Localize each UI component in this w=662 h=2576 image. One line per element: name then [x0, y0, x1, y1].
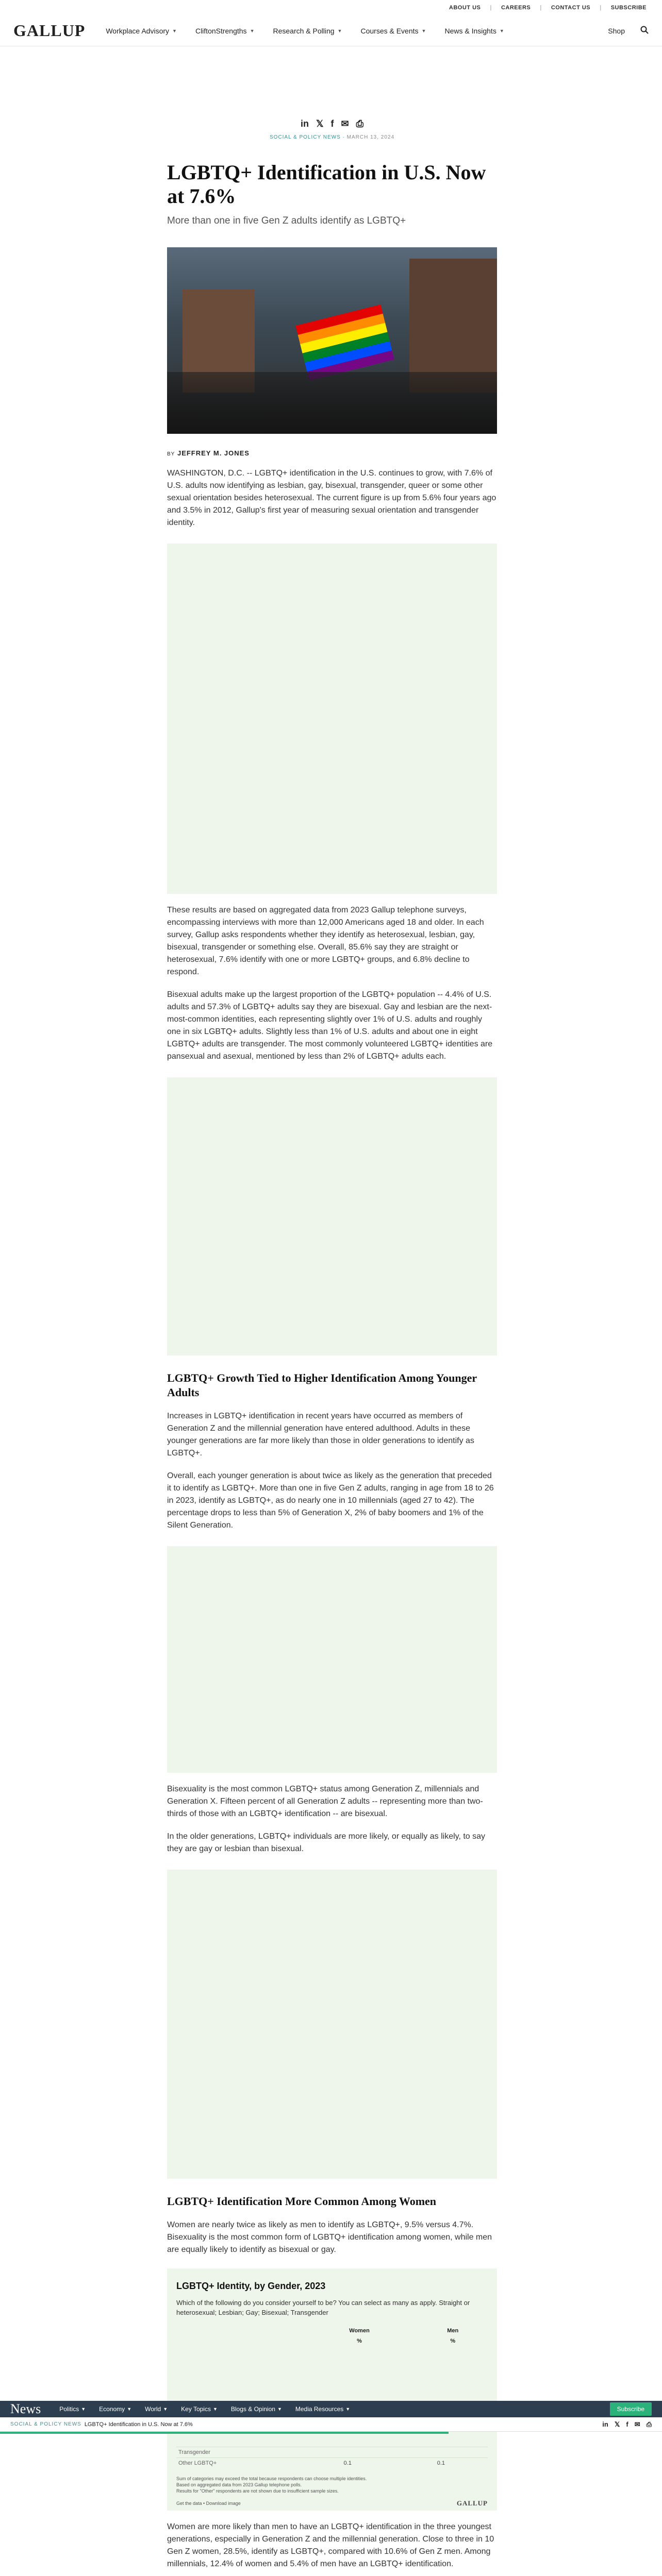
- facebook-icon[interactable]: f: [330, 118, 334, 129]
- news-section-bar: [0, 2401, 662, 2417]
- about-link[interactable]: ABOUT US: [449, 5, 481, 11]
- news-nav-economy[interactable]: [99, 2405, 131, 2413]
- table-row: [176, 2447, 488, 2458]
- table-bottom: [176, 2438, 488, 2507]
- table-cell: 0.1: [394, 2458, 488, 2469]
- table-unit-row: [176, 2336, 488, 2346]
- nav-item-research[interactable]: [273, 27, 342, 35]
- paragraph: Bisexual adults make up the largest proportion of the LGBTQ+ population -- 4.4% of U.S. adults and 57.3% of LGBTQ+ adults say they are bisexual. Gay and lesbian are the next-most-common identities, each representing slightly over 1% of U.S. adults and roughly one in six LGBTQ+ adults. Slightly less than 1% of U.S. adults and about one in eight LGBTQ+ adults are transgender. The most commonly volunteered LGBTQ+ identities are pansexual and asexual, mentioned by less than 2% of LGBTQ+ adults each.: [167, 990, 493, 1061]
- table-title: LGBTQ+ Identity, by Gender, 2023: [176, 2281, 326, 2291]
- chevron-down-icon: ▼: [421, 28, 426, 33]
- note-line: Sum of categories may exceed the total because respondents can choose multiple identities.: [176, 2476, 367, 2481]
- chevron-down-icon: ▼: [250, 28, 255, 33]
- header-cell: Men: [447, 2328, 459, 2334]
- gender-table-card: [167, 2268, 497, 2511]
- linkedin-icon[interactable]: in: [602, 2420, 608, 2428]
- table-header-row: [176, 2326, 488, 2336]
- paragraph: In the older generations, LGBTQ+ individuals are more likely, or equally as likely, to say they are gay or lesbian than bisexual.: [167, 1832, 486, 1853]
- nav-menu: [106, 27, 608, 35]
- paragraph: Bisexuality is the most common LGBTQ+ status among Generation Z, millennials and Generation X. Fifteen percent of all Generation Z adults -- representing more than two-thirds of those with an LGBTQ+ identification -- are bisexual.: [167, 1785, 483, 1818]
- publish-date: MARCH 13, 2024: [346, 134, 395, 140]
- print-icon[interactable]: ⎙: [356, 118, 363, 129]
- crowd-shape: [167, 372, 497, 434]
- nav-item-news[interactable]: [444, 27, 504, 35]
- get-data-link[interactable]: Get the data • Download image: [176, 2501, 241, 2506]
- chevron-down-icon: ▼: [277, 2406, 282, 2412]
- main-navigation: [0, 15, 662, 46]
- paragraph: Overall, each younger generation is about twice as likely as the generation that preceded it to identify as LGBTQ+. More than one in five Gen Z adults, ranging in age from 18 to 26 in 2023, identify as LGBTQ+, as do nearly one in 10 millennials (aged 27 to 42). The percentage drops to less than 5% of Generation X, 2% of baby boomers and 1% of the Silent Generation.: [167, 1471, 494, 1530]
- chevron-down-icon: ▼: [499, 28, 504, 33]
- sticky-article-bar: [0, 2417, 662, 2432]
- sticky-title: LGBTQ+ Identification in U.S. Now at 7.6%: [84, 2421, 193, 2428]
- hero-image: [167, 247, 497, 434]
- email-icon[interactable]: ✉: [341, 118, 349, 129]
- chevron-down-icon: ▼: [81, 2406, 86, 2412]
- nav-item-courses[interactable]: [360, 27, 426, 35]
- news-nav-label: Economy: [99, 2405, 125, 2413]
- nav-right: [608, 26, 649, 36]
- news-nav-blogs[interactable]: [231, 2405, 282, 2413]
- article-subtitle: More than one in five Gen Z adults identify as LGBTQ+: [167, 215, 406, 226]
- news-nav-politics[interactable]: [59, 2405, 86, 2413]
- divider: |: [600, 5, 602, 11]
- table-cell: 0.1: [301, 2458, 394, 2469]
- nav-item-cliftonstrengths[interactable]: [195, 27, 255, 35]
- header-cell: [176, 2336, 301, 2346]
- gallup-logo[interactable]: GALLUP: [13, 21, 86, 40]
- facebook-icon[interactable]: f: [626, 2420, 628, 2428]
- chevron-down-icon: ▼: [337, 28, 342, 33]
- row-label: Other LGBTQ+: [176, 2458, 301, 2469]
- note-line: Based on aggregated data from 2023 Gallup telephone polls.: [176, 2482, 302, 2487]
- subscribe-link[interactable]: SUBSCRIBE: [610, 5, 647, 11]
- shop-link[interactable]: Shop: [608, 26, 625, 35]
- utility-bar: [0, 0, 662, 15]
- chevron-down-icon: ▼: [127, 2406, 132, 2412]
- article-meta: [167, 134, 497, 140]
- divider: |: [540, 5, 542, 11]
- paragraph: Women are more likely than men to have an LGBTQ+ identification in the three youngest generations, especially in Generation Z and the millennial generation. Close to three in 10 Gen Z women, 28.5%, identify as LGBTQ+, compared with 10.6% of Gen Z men. Among millennials, 12.4% of women and 5.4% of men have an LGBTQ+ identification.: [167, 2522, 494, 2568]
- table-question: Which of the following do you consider yourself to be? You can select as many as apply. Straight or heterosexual; Lesbian; Gay; Bisexual; Transgender: [176, 2299, 470, 2316]
- sticky-share: [602, 2420, 652, 2429]
- paragraph: Increases in LGBTQ+ identification in recent years have occurred as members of Generation Z and the millennial generation have entered adulthood. Adults in these younger generations are far more likely than those in older generations to identify as LGBTQ+.: [167, 1412, 474, 1458]
- contact-link[interactable]: CONTACT US: [551, 5, 591, 11]
- gender-table-visible-rows: [176, 2447, 488, 2468]
- careers-link[interactable]: CAREERS: [501, 5, 531, 11]
- chevron-down-icon: ▼: [163, 2406, 168, 2412]
- twitter-x-icon[interactable]: 𝕏: [614, 2420, 620, 2428]
- nav-item-label: Courses & Events: [360, 26, 419, 35]
- article: [167, 118, 497, 2576]
- news-nav-world[interactable]: [145, 2405, 168, 2413]
- nav-item-label: CliftonStrengths: [195, 26, 247, 35]
- category-link[interactable]: SOCIAL & POLICY NEWS: [269, 134, 341, 140]
- news-nav-label: Media Resources: [295, 2405, 344, 2413]
- news-nav-label: Key Topics: [181, 2405, 211, 2413]
- divider: |: [490, 5, 492, 11]
- news-nav-label: Blogs & Opinion: [230, 2405, 275, 2413]
- paragraph: Women are nearly twice as likely as men to identify as LGBTQ+, 9.5% versus 4.7%. Bisexuality is the most common form of LGBTQ+ identification among women, while men are equally likely to identify as bisexual or gay.: [167, 2221, 492, 2254]
- news-nav-label: World: [145, 2405, 161, 2413]
- table-cell: [394, 2447, 488, 2458]
- chevron-down-icon: ▼: [345, 2406, 351, 2412]
- table-footer: [176, 2499, 488, 2507]
- header-cell: Women: [349, 2328, 370, 2334]
- print-icon[interactable]: ⎙: [646, 2420, 652, 2428]
- unit-cell: %: [357, 2338, 362, 2344]
- chart-placeholder: [167, 544, 497, 894]
- rainbow-flag-image: [295, 304, 394, 381]
- nav-item-label: News & Insights: [444, 26, 496, 35]
- header-cell: [176, 2326, 301, 2336]
- table-cell: [301, 2447, 394, 2458]
- nav-item-label: Workplace Advisory: [106, 26, 170, 35]
- news-nav-key-topics[interactable]: [181, 2405, 218, 2413]
- table-notes: [176, 2476, 488, 2494]
- gender-table: [176, 2326, 488, 2346]
- paragraph: WASHINGTON, D.C. -- LGBTQ+ identification in the U.S. continues to grow, with 7.6% of U.S. adults now identifying as lesbian, gay, bisexual, transgender, queer or some other sexual orientation besides heterosexual. The current figure is up from 5.6% four years ago and 3.5% in 2012, Gallup's first year of measuring sexual orientation and transgender identity.: [167, 469, 496, 527]
- linkedin-icon[interactable]: in: [300, 118, 309, 129]
- search-icon[interactable]: [640, 26, 649, 36]
- divider: ·: [342, 134, 347, 140]
- chart-placeholder: [167, 1870, 497, 2179]
- news-brand[interactable]: News: [10, 2401, 41, 2416]
- nav-item-workplace[interactable]: [106, 27, 177, 35]
- news-nav-label: Politics: [59, 2405, 79, 2413]
- byline: [167, 449, 497, 457]
- reading-progress-bar: [0, 2432, 449, 2434]
- subscribe-button[interactable]: Subscribe: [610, 2402, 652, 2416]
- nav-item-label: Research & Polling: [273, 26, 335, 35]
- chevron-down-icon: ▼: [212, 2406, 218, 2412]
- table-row: [176, 2458, 488, 2469]
- share-toolbar: [167, 118, 497, 129]
- twitter-x-icon[interactable]: 𝕏: [316, 118, 324, 129]
- gallup-mini-logo: GALLUP: [456, 2499, 488, 2507]
- news-nav-media[interactable]: [295, 2405, 350, 2413]
- sticky-category[interactable]: SOCIAL & POLICY NEWS: [10, 2421, 81, 2427]
- byline-prefix: BY: [167, 451, 175, 457]
- row-label: Transgender: [176, 2447, 301, 2458]
- unit-cell: %: [450, 2338, 456, 2344]
- chevron-down-icon: ▼: [172, 28, 177, 33]
- note-line: Results for "Other" respondents are not shown due to insufficient sample sizes.: [176, 2488, 339, 2494]
- paragraph: These results are based on aggregated data from 2023 Gallup telephone surveys, encompassing interviews with more than 12,000 Americans aged 18 and older. In each survey, Gallup asks respondents whether they identify as heterosexual, lesbian, gay, bisexual, transgender or something else. Overall, 85.6% say they are straight or heterosexual, 7.6% identify with one or more LGBTQ+ groups, and 6.8% decline to respond.: [167, 906, 484, 976]
- page-title: LGBTQ+ Identification in U.S. Now at 7.6%: [167, 161, 486, 208]
- chart-placeholder: [167, 1077, 497, 1355]
- author-link[interactable]: JEFFREY M. JONES: [177, 449, 250, 457]
- section-heading: LGBTQ+ Identification More Common Among Women: [167, 2195, 437, 2208]
- section-heading: LGBTQ+ Growth Tied to Higher Identification Among Younger Adults: [167, 1371, 477, 1399]
- email-icon[interactable]: ✉: [634, 2420, 640, 2428]
- chart-placeholder: [167, 1546, 497, 1773]
